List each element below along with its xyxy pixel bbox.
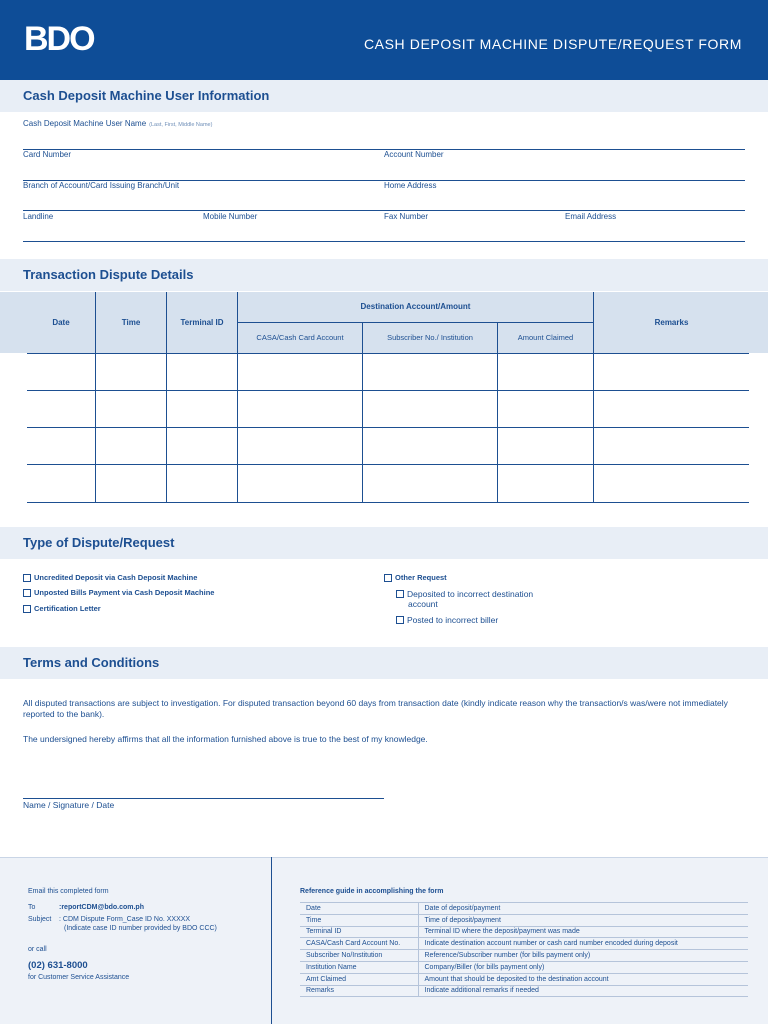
form-title: CASH DEPOSIT MACHINE DISPUTE/REQUEST FORM [363, 36, 742, 52]
branch-field[interactable]: Branch of Account/Card Issuing Branch/Unit [23, 181, 180, 190]
reference-guide-table [300, 902, 748, 997]
reference-row [300, 961, 748, 973]
fax-number-field[interactable]: Fax Number [384, 212, 429, 221]
reference-value: Company/Biller (for bills payment only) [418, 961, 748, 973]
grid-vline [593, 292, 594, 502]
user-name-hint: (Last, First, Middle Name) [149, 122, 213, 128]
reference-row [300, 903, 748, 915]
support-text: for Customer Service Assistance [28, 974, 130, 981]
bdo-logo: BDO [24, 20, 94, 58]
section-title-dispute: Transaction Dispute Details [23, 267, 194, 282]
reference-key: Subscriber No/Institution [300, 950, 418, 962]
reference-row [300, 950, 748, 962]
checkbox-unposted[interactable] [23, 588, 214, 597]
section-dispute-header [0, 259, 768, 291]
or-call: or call [28, 946, 47, 953]
subject-value: : CDM Dispute Form_Case ID No. XXXXX [59, 916, 191, 923]
footer-divider [271, 857, 272, 1024]
reference-value: Indicate additional remarks if needed [418, 985, 748, 997]
checkbox-label: Deposited to incorrect destination [407, 589, 534, 599]
section-user-info-header [0, 80, 768, 112]
grid-vline [237, 292, 238, 502]
email-intro: Email this completed form [28, 888, 109, 895]
col-amount-claimed: Amount Claimed [517, 333, 574, 342]
checkbox-icon[interactable] [23, 589, 31, 597]
to-email-link[interactable]: :reportCDM@bdo.com.ph [59, 904, 144, 911]
checkbox-label: Posted to incorrect biller [407, 615, 499, 625]
reference-key: Terminal ID [300, 926, 418, 938]
form-header [0, 0, 768, 80]
table-row[interactable] [27, 427, 749, 428]
checkbox-uncredited[interactable] [23, 573, 197, 582]
col-casa: CASA/Cash Card Account [256, 333, 344, 342]
grid-vline [166, 292, 167, 502]
checkbox-label: Certification Letter [34, 604, 101, 613]
grid-vline [497, 322, 498, 502]
user-name-field[interactable] [23, 119, 212, 128]
section-title-type: Type of Dispute/Request [23, 535, 175, 550]
reference-row [300, 985, 748, 997]
section-type-header [0, 527, 768, 559]
col-terminal-id: Terminal ID [180, 318, 224, 327]
mobile-number-field[interactable]: Mobile Number [203, 212, 258, 221]
landline-field[interactable]: Landline [23, 212, 54, 221]
reference-key: CASA/Cash Card Account No. [300, 938, 418, 950]
grid-vline [95, 292, 96, 502]
to-label: To [28, 904, 36, 911]
phone-number[interactable]: (02) 631-8000 [28, 960, 88, 971]
table-row[interactable] [27, 353, 749, 354]
section-title-terms: Terms and Conditions [23, 655, 160, 670]
checkbox-icon[interactable] [396, 616, 404, 624]
reference-row [300, 938, 748, 950]
reference-key: Time [300, 914, 418, 926]
checkbox-icon[interactable] [23, 605, 31, 613]
terms-paragraph: All disputed transactions are subject to investigation. For disputed transaction beyond 60 days from transaction date (kindly indicate reason why the transaction/s was/were not immediately reported to the bank). [23, 698, 728, 719]
table-row[interactable] [27, 464, 749, 465]
checkbox-label-continued: account [408, 599, 438, 609]
reference-value: Reference/Subscriber number (for bills payment only) [418, 950, 748, 962]
checkbox-icon[interactable] [23, 574, 31, 582]
reference-row [300, 914, 748, 926]
reference-guide-title: Reference guide in accomplishing the form [300, 888, 444, 895]
signature-line[interactable] [23, 798, 384, 799]
reference-key: Date [300, 903, 418, 915]
section-title-user-info: Cash Deposit Machine User Information [23, 88, 270, 103]
account-number-field[interactable]: Account Number [384, 150, 444, 159]
reference-value: Time of deposit/payment [418, 914, 748, 926]
reference-value: Amount that should be deposited to the destination account [418, 973, 748, 985]
checkbox-deposited-incorrect[interactable] [396, 589, 533, 599]
col-date: Date [52, 318, 70, 327]
checkbox-label: Uncredited Deposit via Cash Deposit Machine [34, 573, 198, 582]
branch-line [23, 210, 745, 211]
reference-key: Amt Claimed [300, 973, 418, 985]
reference-row [300, 973, 748, 985]
reference-value: Date of deposit/payment [418, 903, 748, 915]
reference-value: Terminal ID where the deposit/payment was made [418, 926, 748, 938]
reference-row [300, 926, 748, 938]
grid-hline [238, 322, 593, 323]
col-destination: Destination Account/Amount [360, 302, 471, 311]
reference-key: Institution Name [300, 961, 418, 973]
col-remarks: Remarks [654, 318, 689, 327]
card-number-field[interactable]: Card Number [23, 150, 72, 159]
subject-label: Subject [28, 916, 52, 923]
section-terms-header [0, 647, 768, 679]
checkbox-label: Other Request [395, 573, 447, 582]
col-subscriber: Subscriber No./ Institution [387, 333, 473, 342]
signature-label: Name / Signature / Date [23, 800, 115, 810]
user-name-label: Cash Deposit Machine User Name [23, 119, 147, 128]
subject-note: (Indicate case ID number provided by BDO CCC) [64, 925, 217, 932]
checkbox-label: Unposted Bills Payment via Cash Deposit Machine [34, 588, 215, 597]
checkbox-icon[interactable] [384, 574, 392, 582]
col-time: Time [121, 318, 141, 327]
table-row[interactable] [27, 390, 749, 391]
checkbox-icon[interactable] [396, 590, 404, 598]
contact-line [23, 241, 745, 242]
grid-vline [362, 322, 363, 502]
checkbox-certification[interactable] [23, 604, 101, 613]
affirmation-paragraph: The undersigned hereby affirms that all the information furnished above is true to the best of my knowledge. [23, 734, 428, 744]
table-row[interactable] [27, 502, 749, 503]
reference-value: Indicate destination account number or cash card number encoded during deposit [418, 938, 748, 950]
home-address-field[interactable]: Home Address [384, 181, 437, 190]
reference-key: Remarks [300, 985, 418, 997]
checkbox-other-request[interactable] [384, 573, 447, 582]
email-address-field[interactable]: Email Address [565, 212, 617, 221]
checkbox-posted-incorrect[interactable] [396, 615, 498, 625]
